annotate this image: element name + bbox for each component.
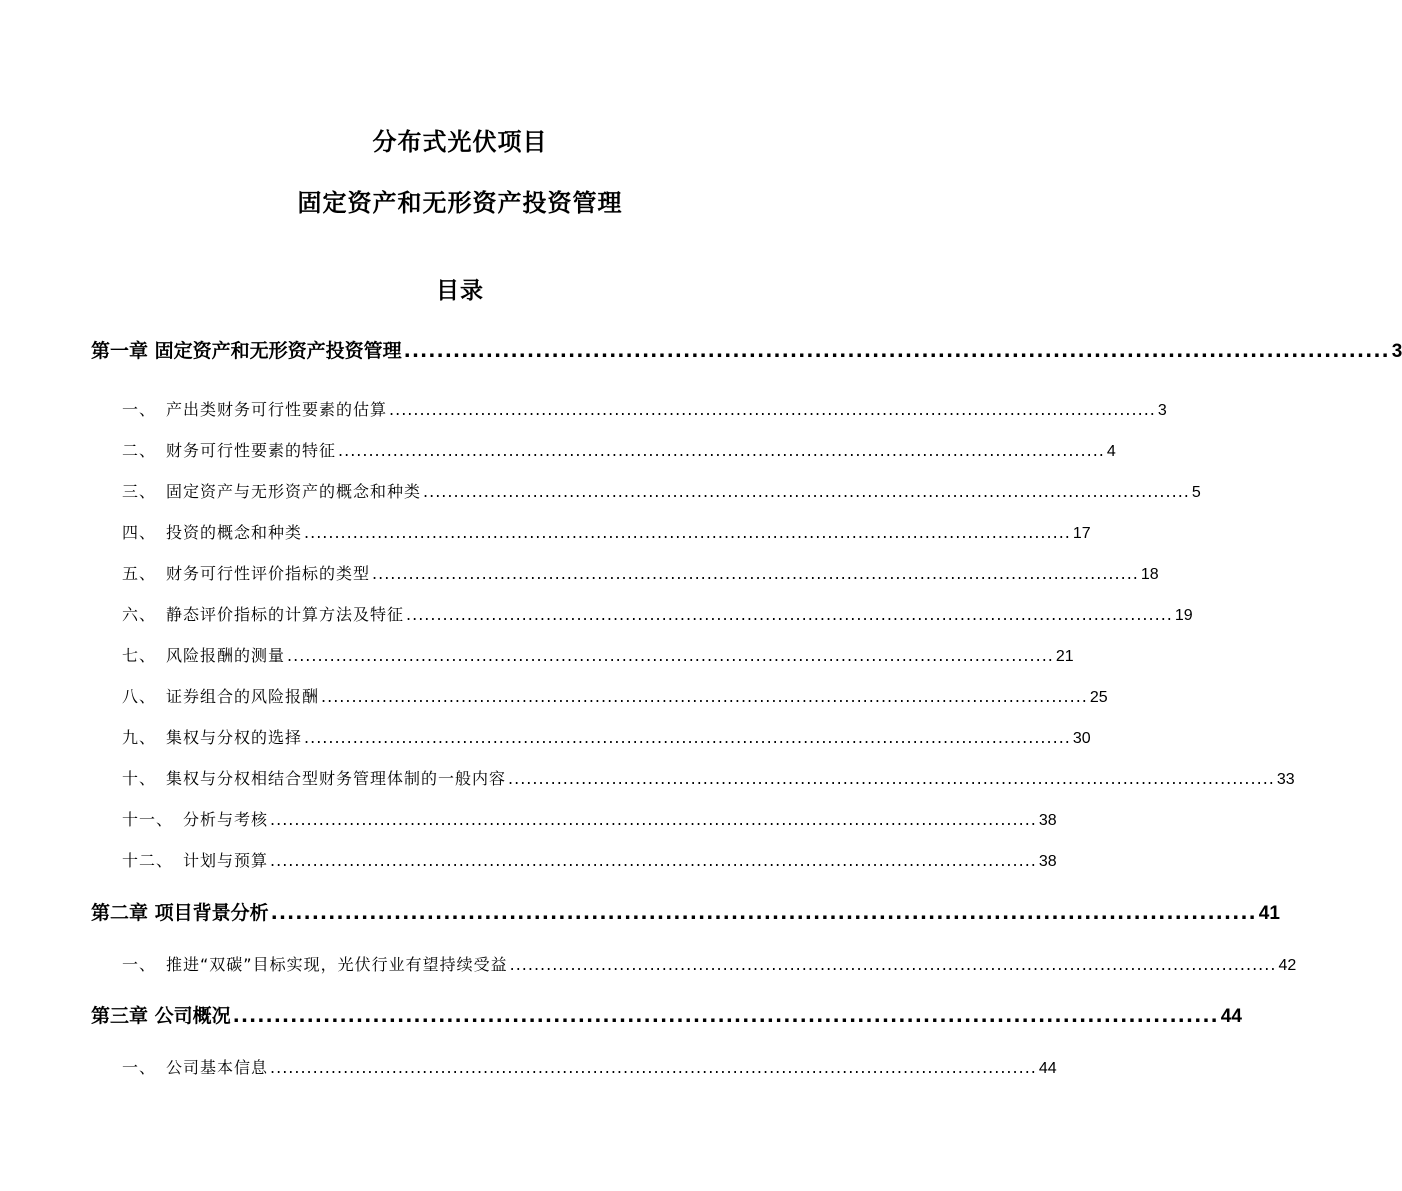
- toc-page-number: 44: [1038, 1060, 1057, 1077]
- toc-page-number: 44: [1220, 1006, 1242, 1027]
- toc-section-label: 投资的概念和种类: [166, 523, 303, 542]
- toc-leader-dots: ..............................................................................................................................: [270, 810, 1037, 829]
- toc-leader-dots: ..............................................................................................................................: [509, 955, 1277, 974]
- toc-section-number: 七、: [122, 646, 157, 665]
- toc-leader-dots: ..............................................................................................................................: [270, 851, 1037, 870]
- toc-section-label: 集权与分权相结合型财务管理体制的一般内容: [166, 769, 507, 788]
- toc-page-number: 17: [1072, 525, 1091, 542]
- toc-leader-dots: ..............................................................................................................................: [338, 441, 1105, 460]
- toc-section[interactable]: [122, 520, 1091, 543]
- toc-leader-dots: ..............................................................................................................................: [321, 687, 1088, 706]
- toc-page-number: 42: [1278, 957, 1297, 974]
- toc-chapter-label: 第三章 公司概况: [91, 1005, 231, 1027]
- document-title: 分布式光伏项目: [372, 128, 548, 156]
- toc-section-label: 产出类财务可行性要素的估算: [166, 400, 388, 419]
- toc-section-number: 八、: [122, 687, 157, 706]
- toc-section[interactable]: [122, 807, 1057, 830]
- toc-chapter-label: 第二章 项目背景分析: [91, 902, 269, 924]
- toc-section[interactable]: [122, 1055, 1057, 1078]
- toc-section[interactable]: [122, 479, 1201, 502]
- toc-page-number: 4: [1106, 443, 1116, 460]
- toc-section-number: 十一、: [122, 810, 174, 829]
- toc-chapter-2[interactable]: [91, 898, 1280, 925]
- toc-section[interactable]: [122, 561, 1159, 584]
- toc-leader-dots: ........................................................................................................................: [232, 1005, 1219, 1027]
- toc-section[interactable]: [122, 684, 1108, 707]
- toc-leader-dots: ..............................................................................................................................: [287, 646, 1054, 665]
- toc-leader-dots: ..............................................................................................................................: [304, 523, 1071, 542]
- toc-section-number: 三、: [122, 482, 157, 501]
- toc-section-number: 九、: [122, 728, 157, 747]
- toc-section[interactable]: [122, 602, 1193, 625]
- toc-chapter-1[interactable]: [91, 336, 1402, 363]
- toc-page-number: 38: [1038, 812, 1057, 829]
- toc-section-label: 财务可行性要素的特征: [166, 441, 337, 460]
- toc-page-number: 5: [1191, 484, 1201, 501]
- toc-section[interactable]: [122, 848, 1057, 871]
- toc-section-label: 风险报酬的测量: [166, 646, 286, 665]
- toc-section-number: 十二、: [122, 851, 174, 870]
- toc-section[interactable]: [122, 725, 1091, 748]
- toc-section-number: 十、: [122, 769, 157, 788]
- toc-section-number: 一、: [122, 400, 157, 419]
- toc-page-number: 25: [1089, 689, 1108, 706]
- toc-leader-dots: ..............................................................................................................................: [270, 1058, 1037, 1077]
- toc-leader-dots: ..............................................................................................................................: [423, 482, 1190, 501]
- toc-section[interactable]: [122, 438, 1116, 461]
- toc-section-number: 六、: [122, 605, 157, 624]
- toc-leader-dots: ........................................................................................................................: [270, 902, 1257, 924]
- toc-heading: 目录: [436, 278, 484, 304]
- toc-section[interactable]: [122, 643, 1074, 666]
- toc-leader-dots: ..............................................................................................................................: [508, 769, 1275, 788]
- toc-page-number: 3: [1157, 402, 1167, 419]
- toc-section-number: 五、: [122, 564, 157, 583]
- toc-page-number: 33: [1276, 771, 1295, 788]
- toc-section-label: 公司基本信息: [166, 1058, 269, 1077]
- toc-page-number: 21: [1055, 648, 1074, 665]
- toc-leader-dots: ........................................................................................................................: [403, 340, 1390, 362]
- toc-section[interactable]: [122, 766, 1295, 789]
- toc-leader-dots: ..............................................................................................................................: [372, 564, 1139, 583]
- toc-section-label: 固定资产与无形资产的概念和种类: [166, 482, 422, 501]
- toc-chapter-3[interactable]: [91, 1001, 1242, 1028]
- toc-section-label: 证券组合的风险报酬: [166, 687, 320, 706]
- toc-page-number: 38: [1038, 853, 1057, 870]
- toc-section-number: 一、: [122, 1058, 157, 1077]
- toc-leader-dots: ..............................................................................................................................: [389, 400, 1156, 419]
- toc-page-number: 19: [1174, 607, 1193, 624]
- toc-section-number: 二、: [122, 441, 157, 460]
- toc-section-label: 集权与分权的选择: [166, 728, 303, 747]
- toc-section-label: 推进“双碳”目标实现，光伏行业有望持续受益: [166, 955, 508, 974]
- toc-section-label: 计划与预算: [183, 851, 269, 870]
- toc-section-label: 静态评价指标的计算方法及特征: [166, 605, 405, 624]
- toc-chapter-label: 第一章 固定资产和无形资产投资管理: [91, 340, 402, 362]
- toc-section[interactable]: [122, 952, 1297, 975]
- document-subtitle: 固定资产和无形资产投资管理: [297, 189, 623, 217]
- toc-page-number: 41: [1258, 903, 1280, 924]
- toc-section-label: 财务可行性评价指标的类型: [166, 564, 371, 583]
- toc-leader-dots: ..............................................................................................................................: [406, 605, 1173, 624]
- toc-section-number: 一、: [122, 955, 157, 974]
- toc-section[interactable]: [122, 397, 1167, 420]
- toc-section-label: 分析与考核: [183, 810, 269, 829]
- toc-section-number: 四、: [122, 523, 157, 542]
- toc-leader-dots: ..............................................................................................................................: [304, 728, 1071, 747]
- toc-page-number: 18: [1140, 566, 1159, 583]
- toc-page-number: 30: [1072, 730, 1091, 747]
- toc-page-number: 3: [1391, 341, 1402, 362]
